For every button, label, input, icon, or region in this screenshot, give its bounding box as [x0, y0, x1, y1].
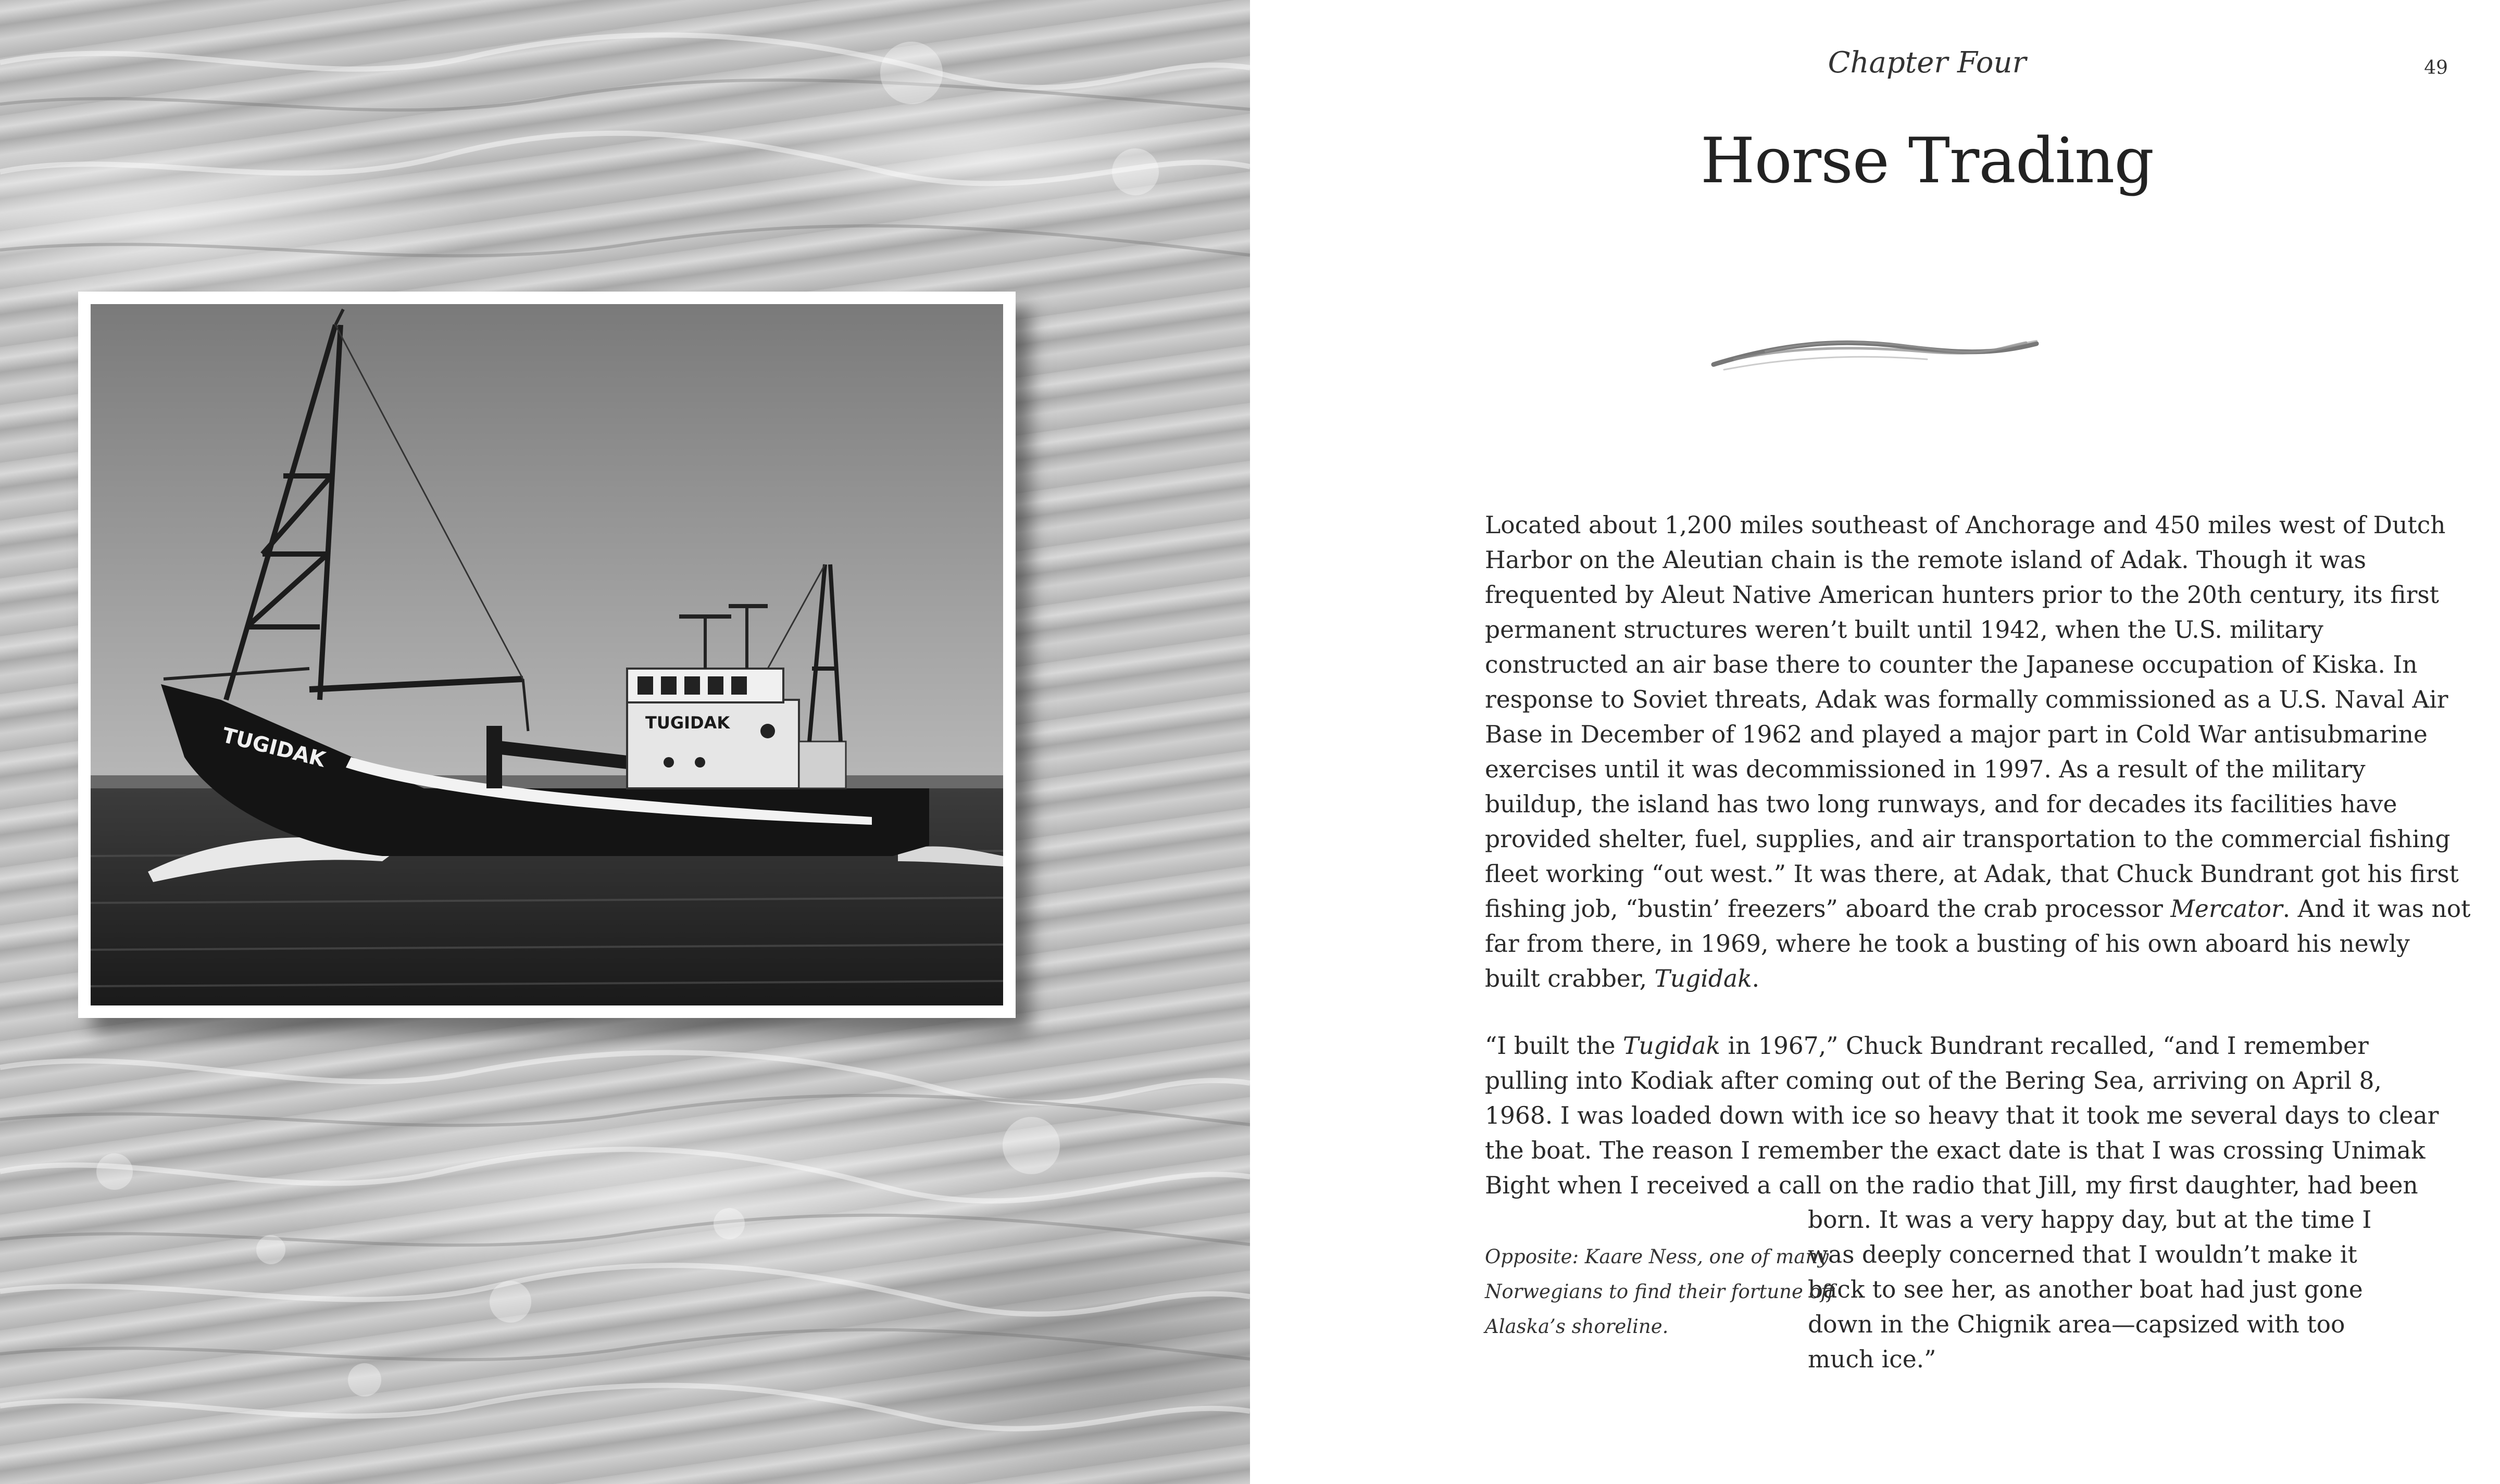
chapter-title: Horse Trading — [1700, 125, 2154, 197]
caption-line: Opposite: Kaare Ness, one of many — [1485, 1246, 1829, 1268]
photo-frame — [78, 292, 1016, 1018]
page-number: 49 — [2424, 57, 2448, 79]
text-run: “I built the — [1485, 1032, 1623, 1060]
text-line: provided shelter, fuel, supplies, and air transportation to the commercial fishing — [1485, 825, 2451, 853]
text-line: permanent structures weren’t built until 1942, when the U.S. military — [1485, 616, 2323, 644]
paragraph-bundrant-quote-continued — [1808, 1202, 2372, 1377]
text-line: frequented by Aleut Native American hunters prior to the 20th century, its first — [1485, 581, 2439, 609]
text-line: was deeply concerned that I wouldn’t make it — [1808, 1241, 2357, 1268]
paragraph-adak-history — [1485, 508, 2471, 996]
text-line: far from there, in 1969, where he took a busting of his own aboard his newly — [1485, 930, 2410, 958]
text-run: in 1967,” Chuck Bundrant recalled, “and I remember — [1720, 1032, 2369, 1060]
text-line: fleet working “out west.” It was there, at Adak, that Chuck Bundrant got his first — [1485, 860, 2459, 888]
text-line: back to see her, as another boat had just gone — [1808, 1276, 2363, 1303]
text-line: exercises until it was decommissioned in 1997. As a result of the military — [1485, 756, 2366, 783]
text-line: the boat. The reason I remember the exact date is that I was crossing Unimak — [1485, 1137, 2426, 1164]
text-line: response to Soviet threats, Adak was formally commissioned as a U.S. Naval Air — [1485, 686, 2448, 713]
text-run: . And it was not — [2282, 895, 2471, 923]
text-line: Bight when I received a call on the radio that Jill, my first daughter, had been — [1485, 1172, 2418, 1199]
text-line: Base in December of 1962 and played a major part in Cold War antisubmarine — [1485, 721, 2428, 748]
caption-line: Alaska’s shoreline. — [1485, 1315, 1669, 1338]
text-run: . — [1752, 965, 1760, 992]
text-line: 1968. I was loaded down with ice so heavy that it took me several days to clear — [1485, 1102, 2439, 1129]
text-line: much ice.” — [1808, 1345, 1936, 1373]
text-line — [1485, 1028, 2369, 1063]
chapter-label: Chapter Four — [1828, 46, 2027, 80]
right-page — [1250, 0, 2500, 1484]
ship-name-mercator: Mercator — [2170, 895, 2283, 923]
text-line: pulling into Kodiak after coming out of the Bering Sea, arriving on April 8, — [1485, 1067, 2382, 1095]
photo-caption — [1485, 1239, 1835, 1344]
tugidak-boat-image — [91, 304, 1003, 1005]
text-line — [1485, 961, 2266, 996]
ship-name-tugidak: Tugidak — [1622, 1032, 1721, 1060]
paragraph-bundrant-quote — [1485, 1028, 2439, 1203]
fishing-boat-photo — [91, 304, 1003, 1005]
text-run: fishing job, “bustin’ freezers” aboard the crab processor — [1485, 895, 2171, 923]
brush-wave-ornament-icon — [1703, 323, 2047, 380]
text-line: down in the Chignik area—capsized with too — [1808, 1311, 2345, 1338]
text-line: Harbor on the Aleutian chain is the remote island of Adak. Though it was — [1485, 546, 2367, 574]
text-line: constructed an air base there to counter the Japanese occupation of Kiska. In — [1485, 651, 2418, 678]
text-line: Located about 1,200 miles southeast of Anchorage and 450 miles west of Dutch — [1485, 511, 2446, 539]
text-run: built crabber, — [1485, 965, 1655, 992]
text-line: born. It was a very happy day, but at the time I — [1808, 1206, 2372, 1234]
text-line — [1485, 891, 2471, 926]
hull-name-label: TUGIDAK — [219, 723, 328, 772]
wheelhouse-name-label: TUGIDAK — [645, 713, 730, 733]
text-line: buildup, the island has two long runways, and for decades its facilities have — [1485, 790, 2397, 818]
caption-line: Norwegians to find their fortune off — [1485, 1280, 1835, 1303]
ship-name-tugidak: Tugidak — [1654, 965, 1752, 992]
